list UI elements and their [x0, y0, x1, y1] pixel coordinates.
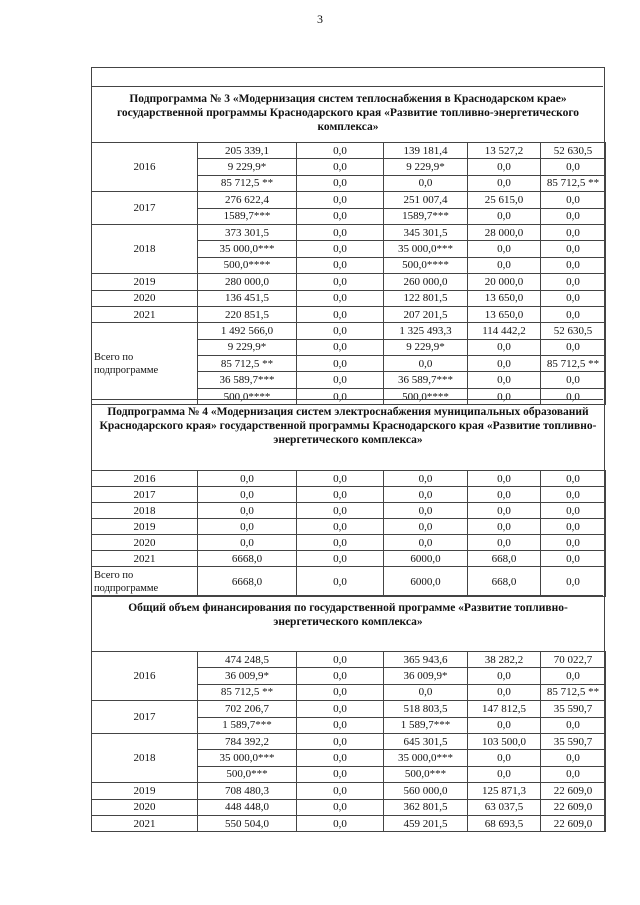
year-cell: 2016	[92, 143, 198, 192]
value-cell: 85 712,5 **	[541, 175, 606, 191]
value-cell: 0,0	[541, 339, 606, 355]
value-cell: 500,0****	[198, 388, 297, 404]
value-cell: 22 609,0	[541, 799, 606, 815]
value-cell: 0,0	[297, 551, 384, 567]
value-cell: 6000,0	[384, 567, 468, 597]
value-cell: 20 000,0	[468, 274, 541, 290]
value-cell: 6000,0	[384, 551, 468, 567]
year-cell: 2021	[92, 815, 198, 831]
value-cell: 205 339,1	[198, 143, 297, 159]
year-cell: 2018	[92, 224, 198, 273]
value-cell: 0,0	[297, 701, 384, 717]
value-cell: 35 590,7	[541, 733, 606, 749]
value-cell: 0,0	[297, 143, 384, 159]
value-cell: 0,0	[468, 487, 541, 503]
value-cell: 36 009,9*	[198, 668, 297, 684]
value-cell: 68 693,5	[468, 815, 541, 831]
value-cell: 518 803,5	[384, 701, 468, 717]
value-cell: 0,0	[541, 208, 606, 224]
value-cell: 0,0	[541, 766, 606, 782]
table-row	[92, 503, 606, 519]
value-cell: 114 442,2	[468, 323, 541, 339]
page-number: 3	[317, 12, 323, 26]
value-cell: 0,0	[297, 733, 384, 749]
table-row	[92, 519, 606, 535]
section-divider	[91, 86, 603, 87]
table-row	[92, 815, 606, 831]
value-cell: 0,0	[297, 192, 384, 208]
value-cell: 784 392,2	[198, 733, 297, 749]
value-cell: 0,0	[468, 766, 541, 782]
value-cell: 0,0	[297, 799, 384, 815]
table-row	[92, 290, 606, 306]
value-cell: 0,0	[468, 208, 541, 224]
value-cell: 0,0	[297, 208, 384, 224]
value-cell: 260 000,0	[384, 274, 468, 290]
value-cell: 0,0	[297, 471, 384, 487]
value-cell: 36 009,9*	[384, 668, 468, 684]
value-cell: 207 201,5	[384, 306, 468, 322]
value-cell: 9 229,9*	[384, 159, 468, 175]
value-cell: 373 301,5	[198, 224, 297, 240]
value-cell: 280 000,0	[198, 274, 297, 290]
value-cell: 0,0	[297, 684, 384, 700]
year-cell: 2017	[92, 701, 198, 734]
table-row	[92, 551, 606, 567]
value-cell: 35 000,0***	[198, 750, 297, 766]
value-cell: 6668,0	[198, 551, 297, 567]
value-cell: 35 000,0***	[384, 750, 468, 766]
value-cell: 362 801,5	[384, 799, 468, 815]
value-cell: 9 229,9*	[384, 339, 468, 355]
value-cell: 0,0	[297, 159, 384, 175]
value-cell: 0,0	[541, 290, 606, 306]
year-cell: 2018	[92, 733, 198, 782]
value-cell: 1 589,7***	[384, 717, 468, 733]
value-cell: 500,0***	[198, 766, 297, 782]
value-cell: 22 609,0	[541, 815, 606, 831]
value-cell: 0,0	[541, 224, 606, 240]
value-cell: 645 301,5	[384, 733, 468, 749]
year-cell: Всего по подпрограмме	[92, 323, 198, 405]
year-cell: 2018	[92, 503, 198, 519]
value-cell: 0,0	[541, 567, 606, 597]
value-cell: 500,0***	[384, 766, 468, 782]
value-cell: 0,0	[541, 372, 606, 388]
value-cell: 0,0	[468, 388, 541, 404]
section-title: Подпрограмма № 4 «Модернизация систем электроснабжения муниципальных образований Краснодарского края» государственной программы Краснодарского края «Развитие топливно-энергетического комплекса»	[99, 406, 597, 446]
value-cell: 500,0****	[198, 257, 297, 273]
table-row	[92, 487, 606, 503]
value-cell: 0,0	[468, 372, 541, 388]
value-cell: 0,0	[468, 175, 541, 191]
value-cell: 0,0	[541, 306, 606, 322]
table-row	[92, 733, 606, 749]
value-cell: 0,0	[468, 717, 541, 733]
table-row	[92, 652, 606, 668]
value-cell: 0,0	[468, 471, 541, 487]
value-cell: 0,0	[297, 290, 384, 306]
year-cell: 2019	[92, 519, 198, 535]
value-cell: 13 527,2	[468, 143, 541, 159]
value-cell: 0,0	[297, 356, 384, 372]
value-cell: 668,0	[468, 551, 541, 567]
value-cell: 0,0	[297, 306, 384, 322]
value-cell: 85 712,5 **	[198, 356, 297, 372]
value-cell: 85 712,5 **	[541, 684, 606, 700]
value-cell: 459 201,5	[384, 815, 468, 831]
value-cell: 1589,7***	[198, 208, 297, 224]
table-row	[92, 535, 606, 551]
value-cell: 147 812,5	[468, 701, 541, 717]
value-cell: 13 650,0	[468, 306, 541, 322]
value-cell: 0,0	[297, 175, 384, 191]
year-cell: 2016	[92, 652, 198, 701]
year-cell: 2021	[92, 551, 198, 567]
value-cell: 0,0	[198, 471, 297, 487]
value-cell: 474 248,5	[198, 652, 297, 668]
value-cell: 103 500,0	[468, 733, 541, 749]
value-cell: 0,0	[198, 519, 297, 535]
value-cell: 139 181,4	[384, 143, 468, 159]
value-cell: 708 480,3	[198, 783, 297, 799]
value-cell: 85 712,5 **	[198, 175, 297, 191]
value-cell: 0,0	[384, 487, 468, 503]
value-cell: 122 801,5	[384, 290, 468, 306]
value-cell: 85 712,5 **	[541, 356, 606, 372]
year-cell: Всего по подпрограмме	[92, 567, 198, 597]
value-cell: 0,0	[297, 519, 384, 535]
value-cell: 0,0	[541, 159, 606, 175]
value-cell: 0,0	[297, 750, 384, 766]
value-cell: 0,0	[297, 783, 384, 799]
financing-table	[91, 651, 606, 832]
financing-table	[91, 470, 606, 597]
value-cell: 0,0	[468, 750, 541, 766]
value-cell: 0,0	[468, 159, 541, 175]
value-cell: 0,0	[297, 567, 384, 597]
value-cell: 0,0	[541, 519, 606, 535]
value-cell: 1589,7***	[384, 208, 468, 224]
table-row	[92, 274, 606, 290]
year-cell: 2017	[92, 192, 198, 225]
value-cell: 0,0	[468, 241, 541, 257]
value-cell: 0,0	[468, 668, 541, 684]
value-cell: 35 590,7	[541, 701, 606, 717]
value-cell: 0,0	[297, 241, 384, 257]
value-cell: 125 871,3	[468, 783, 541, 799]
value-cell: 0,0	[198, 535, 297, 551]
value-cell: 0,0	[468, 356, 541, 372]
value-cell: 0,0	[384, 684, 468, 700]
value-cell: 0,0	[384, 503, 468, 519]
value-cell: 0,0	[297, 717, 384, 733]
value-cell: 35 000,0***	[384, 241, 468, 257]
year-cell: 2019	[92, 274, 198, 290]
value-cell: 0,0	[297, 487, 384, 503]
section-divider	[91, 399, 603, 400]
value-cell: 0,0	[468, 503, 541, 519]
section-title: Общий объем финансирования по государственной программе «Развитие топливно-энергетического комплекса»	[128, 602, 568, 628]
value-cell: 500,0****	[384, 388, 468, 404]
year-cell: 2019	[92, 783, 198, 799]
value-cell: 0,0	[297, 339, 384, 355]
section-divider	[91, 595, 603, 596]
table-row	[92, 323, 606, 339]
value-cell: 0,0	[541, 668, 606, 684]
value-cell: 9 229,9*	[198, 159, 297, 175]
value-cell: 0,0	[384, 175, 468, 191]
value-cell: 0,0	[541, 551, 606, 567]
value-cell: 63 037,5	[468, 799, 541, 815]
value-cell: 0,0	[297, 815, 384, 831]
table-row	[92, 701, 606, 717]
value-cell: 36 589,7***	[198, 372, 297, 388]
value-cell: 0,0	[541, 717, 606, 733]
year-cell: 2020	[92, 799, 198, 815]
year-cell: 2017	[92, 487, 198, 503]
value-cell: 0,0	[297, 274, 384, 290]
value-cell: 0,0	[541, 750, 606, 766]
value-cell: 0,0	[198, 503, 297, 519]
year-cell: 2020	[92, 535, 198, 551]
table-row	[92, 471, 606, 487]
value-cell: 1 325 493,3	[384, 323, 468, 339]
table-row	[92, 783, 606, 799]
value-cell: 0,0	[541, 192, 606, 208]
value-cell: 0,0	[384, 519, 468, 535]
value-cell: 0,0	[541, 241, 606, 257]
year-cell: 2020	[92, 290, 198, 306]
value-cell: 251 007,4	[384, 192, 468, 208]
value-cell: 6668,0	[198, 567, 297, 597]
value-cell: 0,0	[384, 356, 468, 372]
value-cell: 0,0	[541, 503, 606, 519]
value-cell: 668,0	[468, 567, 541, 597]
value-cell: 560 000,0	[384, 783, 468, 799]
value-cell: 0,0	[541, 535, 606, 551]
table-row	[92, 567, 606, 597]
value-cell: 52 630,5	[541, 323, 606, 339]
value-cell: 0,0	[297, 668, 384, 684]
value-cell: 0,0	[384, 535, 468, 551]
year-cell: 2016	[92, 471, 198, 487]
value-cell: 22 609,0	[541, 783, 606, 799]
value-cell: 0,0	[297, 503, 384, 519]
value-cell: 0,0	[468, 339, 541, 355]
value-cell: 276 622,4	[198, 192, 297, 208]
value-cell: 0,0	[384, 471, 468, 487]
table-row	[92, 143, 606, 159]
value-cell: 0,0	[468, 257, 541, 273]
value-cell: 13 650,0	[468, 290, 541, 306]
value-cell: 702 206,7	[198, 701, 297, 717]
value-cell: 28 000,0	[468, 224, 541, 240]
value-cell: 0,0	[541, 257, 606, 273]
year-cell: 2021	[92, 306, 198, 322]
table-row	[92, 306, 606, 322]
table-row	[92, 224, 606, 240]
value-cell: 35 000,0***	[198, 241, 297, 257]
value-cell: 9 229,9*	[198, 339, 297, 355]
value-cell: 136 451,5	[198, 290, 297, 306]
value-cell: 0,0	[468, 535, 541, 551]
section-title: Подпрограмма № 3 «Модернизация систем теплоснабжения в Краснодарском крае» государственной программы Краснодарского края «Развитие топливно-энергетического комплекса»	[116, 93, 580, 133]
value-cell: 220 851,5	[198, 306, 297, 322]
value-cell: 550 504,0	[198, 815, 297, 831]
value-cell: 38 282,2	[468, 652, 541, 668]
table-row	[92, 192, 606, 208]
value-cell: 0,0	[297, 257, 384, 273]
value-cell: 0,0	[468, 684, 541, 700]
value-cell: 345 301,5	[384, 224, 468, 240]
value-cell: 448 448,0	[198, 799, 297, 815]
value-cell: 1 492 566,0	[198, 323, 297, 339]
value-cell: 70 022,7	[541, 652, 606, 668]
value-cell: 0,0	[541, 274, 606, 290]
financing-table	[91, 142, 606, 405]
table-row	[92, 799, 606, 815]
value-cell: 0,0	[468, 519, 541, 535]
value-cell: 0,0	[541, 471, 606, 487]
value-cell: 85 712,5 **	[198, 684, 297, 700]
value-cell: 365 943,6	[384, 652, 468, 668]
value-cell: 0,0	[198, 487, 297, 503]
value-cell: 0,0	[297, 372, 384, 388]
value-cell: 36 589,7***	[384, 372, 468, 388]
value-cell: 0,0	[541, 388, 606, 404]
value-cell: 52 630,5	[541, 143, 606, 159]
value-cell: 0,0	[297, 535, 384, 551]
value-cell: 1 589,7***	[198, 717, 297, 733]
value-cell: 500,0****	[384, 257, 468, 273]
value-cell: 0,0	[297, 388, 384, 404]
value-cell: 0,0	[297, 323, 384, 339]
value-cell: 0,0	[297, 766, 384, 782]
value-cell: 0,0	[297, 652, 384, 668]
value-cell: 0,0	[297, 224, 384, 240]
value-cell: 0,0	[541, 487, 606, 503]
value-cell: 25 615,0	[468, 192, 541, 208]
